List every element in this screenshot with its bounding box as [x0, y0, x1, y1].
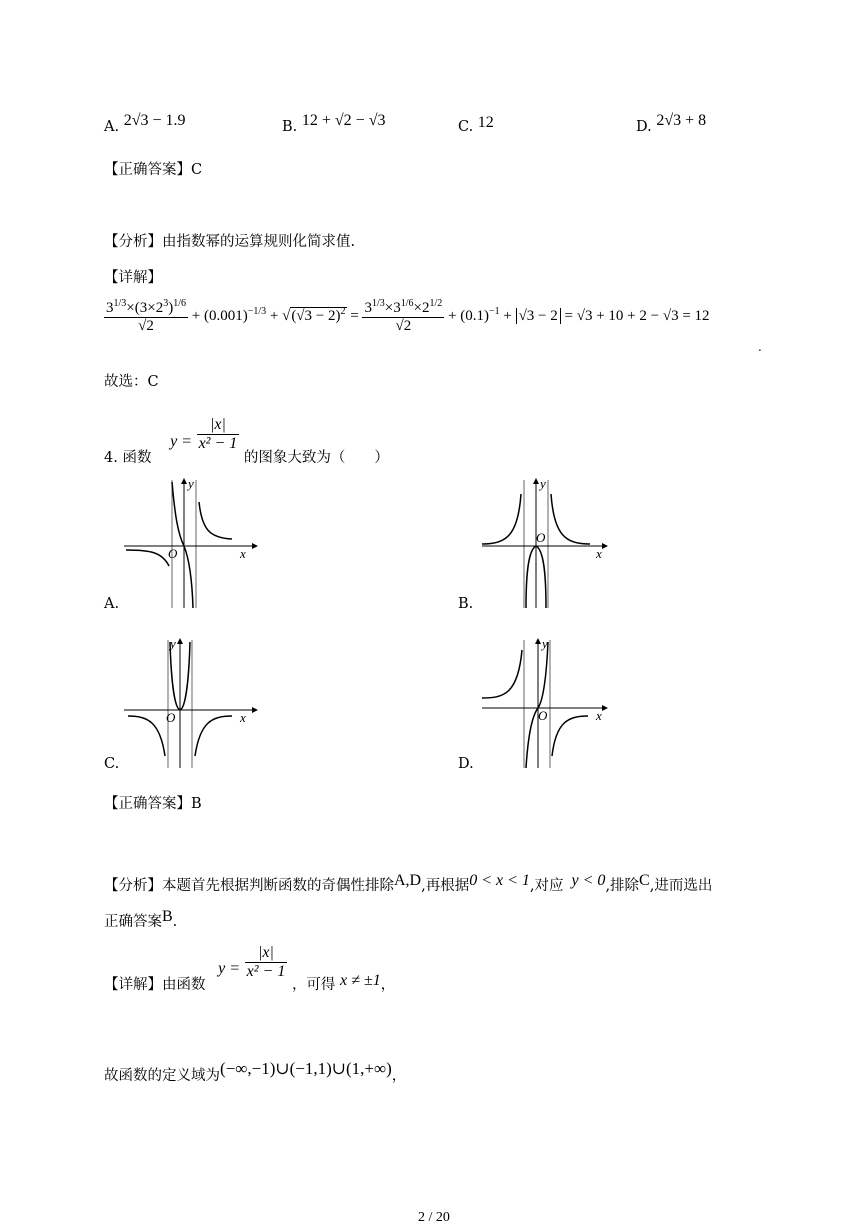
- q4-detail-func-fraction: [245, 944, 288, 981]
- y-label: y: [188, 476, 194, 491]
- q4-analysis-m1: A,D: [394, 872, 422, 889]
- q4-detail-t3: ，: [380, 976, 396, 993]
- x-label: x: [596, 546, 602, 561]
- curve-right: [199, 502, 232, 539]
- curve-left: [482, 494, 521, 544]
- q4-detail-func-lhs: y =: [218, 959, 241, 977]
- q4-analysis-m3: y < 0: [571, 872, 606, 889]
- x-label: x: [596, 708, 602, 723]
- q4-detail-func-num: |x|: [245, 944, 288, 963]
- option-c: [458, 114, 494, 136]
- option-a-expr: 2√3 − 1.9: [123, 112, 186, 129]
- q4-detail-t2: ，可得: [291, 976, 336, 993]
- y-label: y: [540, 476, 546, 491]
- curve-right: [195, 716, 232, 756]
- option-d: [636, 112, 707, 136]
- option-b-expr: 12 + √2 − √3: [301, 112, 386, 129]
- option-b-label: B.: [282, 119, 298, 135]
- option-d-expr: 2√3 + 8: [656, 112, 707, 129]
- option-c-expr: 12: [477, 114, 494, 131]
- q4-analysis-t5: ,进而选出: [649, 878, 713, 894]
- q3-detail-label: 【详解】: [104, 270, 162, 286]
- q4-detail-func-den: x² − 1: [246, 963, 286, 980]
- graph-d-label: D.: [458, 756, 474, 772]
- option-a-label: A.: [104, 119, 120, 135]
- x-axis-arrow: [602, 705, 608, 711]
- curve-right: [551, 494, 590, 544]
- graph-c-label: C.: [104, 756, 120, 772]
- q4-detail-t1: 【详解】由函数: [104, 976, 206, 993]
- eq-frac-1: $\frac{3^{1/3}\times(3\times 2^3)^{1/6}}{√2}$: [106, 298, 186, 334]
- q4-detail-m1: x ≠ ±1: [340, 971, 381, 989]
- option-a: [104, 112, 186, 136]
- q3-analysis: 【分析】由指数幂的运算规则化简求值.: [104, 234, 356, 250]
- y-axis-arrow: [535, 638, 541, 644]
- curve-right: [552, 716, 588, 756]
- x-axis-arrow: [252, 543, 258, 549]
- q4-func-num: |x|: [197, 416, 240, 435]
- q4-correct-answer: 【正确答案】B: [104, 796, 202, 812]
- x-axis-arrow: [602, 543, 608, 549]
- q4-analysis-t7: .: [172, 914, 178, 930]
- q4-domain-line: [104, 1059, 407, 1085]
- q4-analysis-line2: [104, 910, 177, 931]
- curve-middle: [172, 482, 193, 608]
- y-axis-arrow: [533, 478, 539, 484]
- q4-analysis-t2: ,再根据: [421, 878, 470, 894]
- graph-a-label: A.: [104, 596, 120, 612]
- q4-func-den: x² − 1: [198, 435, 238, 452]
- q4-analysis-t3: ,对应: [529, 878, 564, 894]
- q4-analysis-m5: B: [162, 908, 173, 925]
- page-number: 2 / 20: [418, 1210, 450, 1225]
- q3-correct-answer: 【正确答案】C: [104, 162, 203, 178]
- q3-detail-equation: $\frac{3^{1/3}\times(3\times 2^3)^{1/6}}{√2}$ + $(0.001)^{-1/3} + √(√3 - 2)^2$ = $\frac{3^{1/3}\times 3^{1/6}\times 2^{1/2}}{√2}$ + $(0.1)^{-1} + √3 - 2 = √3 + 10 + 2 - √3 = 12$: [106, 298, 710, 334]
- q4-analysis-t4: ,排除: [605, 878, 640, 894]
- graph-c: [120, 636, 260, 770]
- q4-func-lhs: y =: [170, 432, 192, 450]
- graph-b: [478, 476, 610, 610]
- curve-middle: [526, 642, 548, 768]
- q3-choose: 故选：C: [104, 374, 159, 390]
- q4-suffix: 的图象大致为（ ）: [243, 449, 389, 466]
- q4-domain-t2: ，: [391, 1068, 407, 1084]
- origin-label: O: [536, 530, 546, 545]
- q4-analysis-m2: 0 < x < 1: [469, 872, 530, 889]
- y-label: y: [542, 636, 548, 651]
- q4-analysis-t6: 正确答案: [104, 914, 162, 930]
- curve-left: [482, 650, 522, 698]
- x-label: x: [240, 710, 246, 725]
- curve-left: [128, 716, 165, 756]
- origin-label: O: [166, 710, 176, 725]
- period-mark: .: [758, 340, 762, 354]
- q4-prefix: 4. 函数: [104, 449, 152, 466]
- y-axis-arrow: [177, 638, 183, 644]
- option-d-label: D.: [636, 119, 652, 135]
- q4-domain-m1: (−∞,−1)∪(−1,1)∪(1,+∞): [220, 1059, 392, 1078]
- q4-domain-t1: 故函数的定义域为: [104, 1068, 220, 1084]
- q4-stem: [104, 416, 389, 466]
- x-axis-arrow: [252, 707, 258, 713]
- q4-func-fraction: [197, 416, 240, 453]
- q4-analysis-line1: [104, 874, 712, 895]
- option-b: [282, 112, 386, 136]
- q4-analysis-m4: C: [639, 872, 650, 889]
- y-label: y: [170, 636, 176, 651]
- x-label: x: [240, 546, 246, 561]
- y-axis-arrow: [181, 478, 187, 484]
- q4-detail-line: [104, 944, 396, 993]
- q4-analysis-t1: 【分析】本题首先根据判断函数的奇偶性排除: [104, 878, 394, 894]
- graph-d: [478, 636, 610, 770]
- graph-b-label: B.: [458, 596, 474, 612]
- option-c-label: C.: [458, 119, 474, 135]
- eq-frac-2: $\frac{3^{1/3}\times 3^{1/6}\times 2^{1/2}}{√2}$: [364, 298, 443, 334]
- curve-left: [126, 550, 169, 566]
- graph-a: [120, 476, 260, 610]
- origin-label: O: [538, 708, 548, 723]
- origin-label: O: [168, 546, 178, 561]
